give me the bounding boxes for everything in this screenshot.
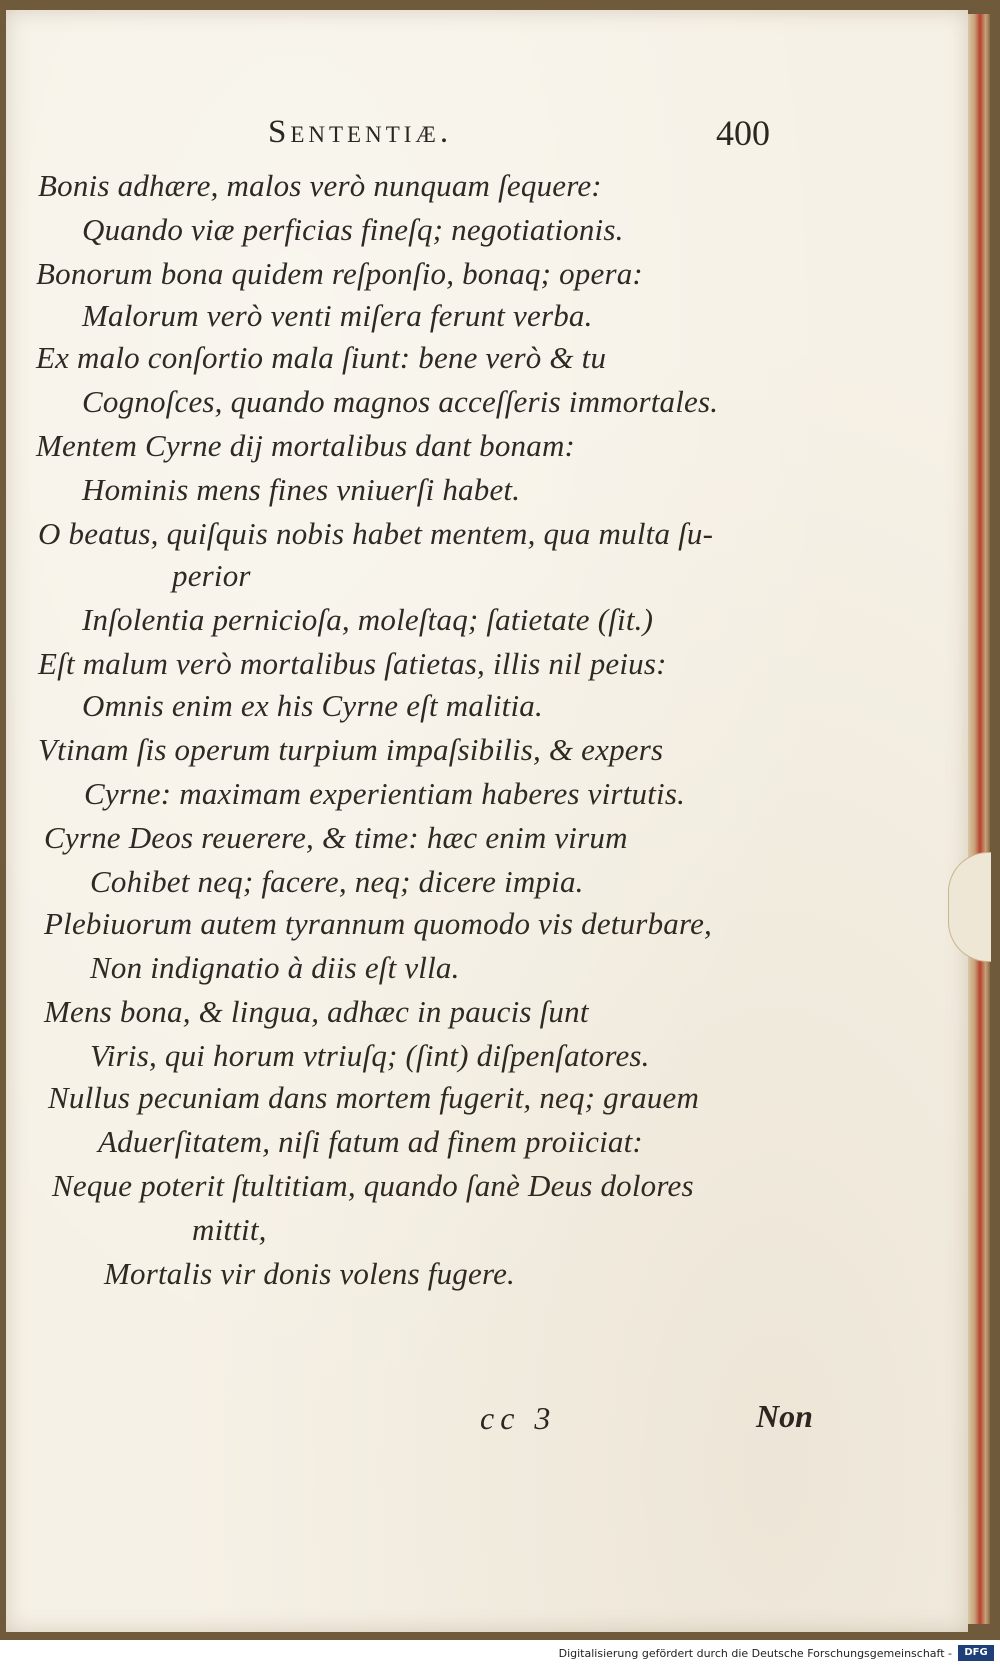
verse-line: Mens bona, & lingua, adhæc in paucis ſunt [44, 994, 589, 1029]
verse-line: mittit, [192, 1212, 267, 1247]
running-head: Sententiæ. [268, 114, 453, 150]
verse-line: Bonis adhære, malos verò nunquam ſequere: [38, 168, 602, 203]
verse-line: Ex malo conſortio mala ſiunt: bene verò & tu [36, 340, 607, 375]
verse-line: Nullus pecuniam dans mortem fugerit, neq; grauem [48, 1080, 700, 1115]
verse-line: Omnis enim ex his Cyrne eſt malitia. [82, 688, 543, 723]
verse-line: O beatus, quiſquis nobis habet mentem, qua multa ſu- [38, 516, 714, 551]
verse-line: Cyrne Deos reuerere, & time: hæc enim virum [44, 820, 628, 855]
verse-line: Eſt malum verò mortalibus ſatietas, illis nil peius: [38, 646, 667, 681]
dfg-logo-icon: DFG [958, 1645, 994, 1661]
verse-line: Mortalis vir donis volens fugere. [104, 1256, 515, 1291]
verse-line: Plebiuorum autem tyrannum quomodo vis deturbare, [44, 906, 712, 941]
verse-line: Bonorum bona quidem reſponſio, bonaq; opera: [36, 256, 643, 291]
page-number: 400 [716, 113, 770, 153]
verse-line: perior [172, 558, 251, 593]
verse-line: Cognoſces, quando magnos acceſſeris immortales. [82, 384, 719, 419]
verse-line: Cohibet neq; facere, neq; dicere impia. [90, 864, 584, 899]
digitization-credit: Digitalisierung gefördert durch die Deutsche Forschungsgemeinschaft - [558, 1647, 952, 1660]
signature-mark: cc 3 [480, 1400, 557, 1436]
verse-line: Quando viæ perficias fineſq; negotiationis. [82, 212, 624, 247]
verse-line: Viris, qui horum vtriuſq; (ſint) diſpenſatores. [90, 1038, 650, 1073]
catchword: Non [756, 1398, 813, 1434]
verse-line: Hominis mens fines vniuerſi habet. [82, 472, 521, 507]
verse-line: Non indignatio à diis eſt vlla. [90, 950, 460, 985]
verse-line: Malorum verò venti miſera ferunt verba. [82, 298, 593, 333]
verse-line: Mentem Cyrne dij mortalibus dant bonam: [36, 428, 576, 463]
verse-line: Vtinam ſis operum turpium impaſsibilis, & expers [38, 732, 664, 767]
page-edge [968, 14, 990, 1624]
verse-line: Cyrne: maximam experientiam haberes virtutis. [84, 776, 686, 811]
verse-line: Neque poterit ſtultitiam, quando ſanè Deus dolores [52, 1168, 694, 1203]
verse-line: Aduerſitatem, niſi fatum ad finem proiiciat: [98, 1124, 643, 1159]
verse-line: Inſolentia pernicioſa, moleſtaq; ſatietate (ſit.) [82, 602, 654, 637]
